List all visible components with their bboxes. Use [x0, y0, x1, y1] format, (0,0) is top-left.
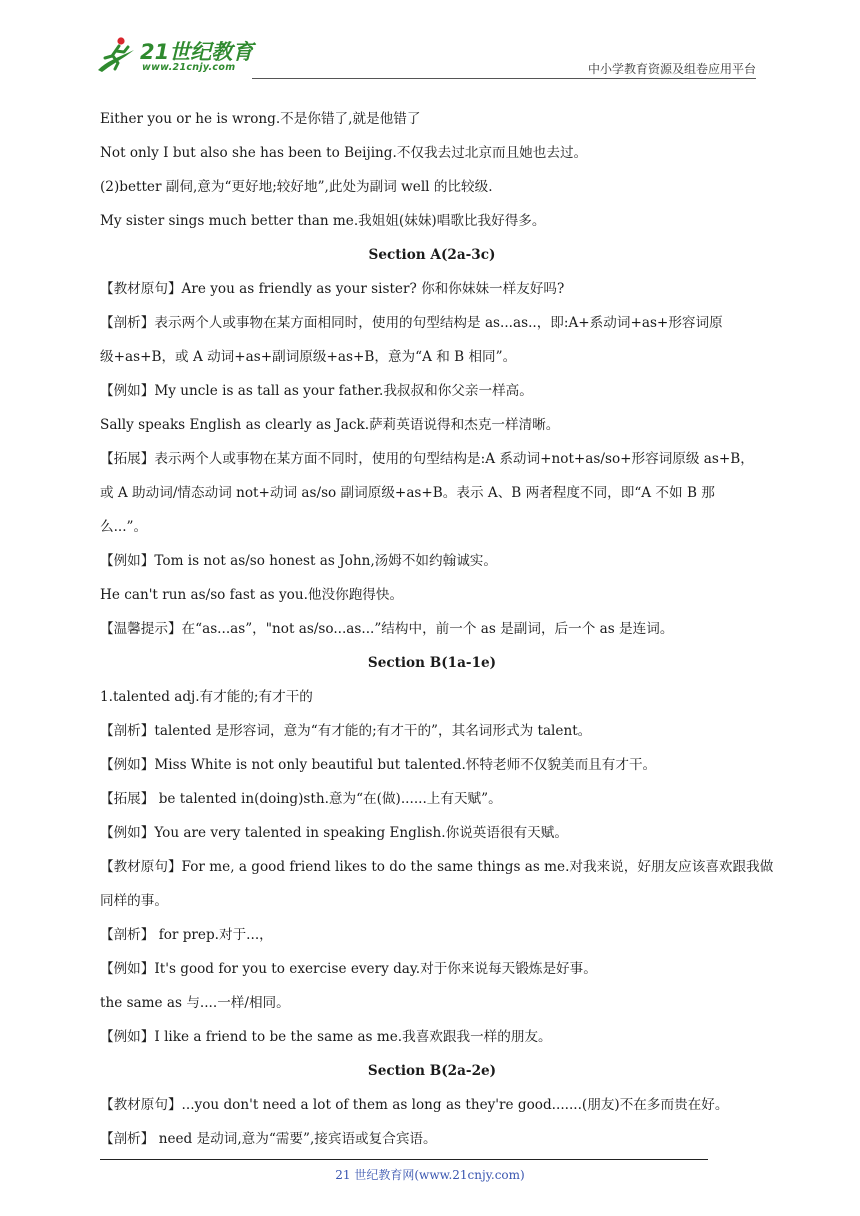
text-line: 【教材原句】For me, a good friend likes to do the same things as me.对我来说，好朋友应该喜欢跟我做 [100, 859, 774, 875]
text-line: 【教材原句】Are you as friendly as your sister? 你和你妹妹一样友好吗? [100, 281, 565, 297]
text-line: 级+as+B，或 A 动词+as+副词原级+as+B，意为“A 和 B 相同”。 [100, 349, 517, 365]
text-line: 【剖析】 need 是动词,意为“需要”,接宾语或复合宾语。 [100, 1131, 437, 1147]
logo-brand-text: 21世纪教育 [140, 40, 254, 64]
text-line: 【例如】You are very talented in speaking English.你说英语很有天赋。 [100, 825, 568, 841]
platform-name: 中小学教育资源及组卷应用平台 [587, 62, 756, 76]
document-body [100, 102, 774, 1156]
text-line: 【剖析】表示两个人或事物在某方面相同时，使用的句型结构是 as...as..，即:A+系动词+as+形容词原 [100, 315, 723, 331]
text-line: 么...”。 [100, 519, 148, 535]
text-line: 【教材原句】...you don't need a lot of them as long as they're good.......(朋友)不在多而贵在好。 [100, 1097, 729, 1113]
text-line: Either you or he is wrong.不是你错了,就是他错了 [100, 111, 421, 127]
text-line: 【例如】I like a friend to be the same as me.我喜欢跟我一样的朋友。 [100, 1029, 552, 1045]
text-line: 同样的事。 [100, 893, 168, 909]
text-line: the same as 与....一样/相同。 [100, 995, 290, 1011]
text-line: (2)better 副伺,意为“更好地;较好地”,此处为副词 well 的比较级. [100, 179, 493, 195]
section-heading: Section B(2a-2e) [367, 1063, 497, 1079]
text-line: 【剖析】talented 是形容词，意为“有才能的;有才干的”，其名词形式为 talent。 [100, 723, 592, 739]
footer-divider [100, 1159, 708, 1160]
text-line: 【拓展】 be talented in(doing)sth.意为“在(做)......上有天赋”。 [100, 791, 502, 807]
footer-source[interactable]: 21 世纪教育网(www.21cnjy.com) [335, 1168, 525, 1182]
runner-logo-icon [96, 36, 136, 74]
text-line: 【拓展】表示两个人或事物在某方面不同时，使用的句型结构是:A 系动词+not+as/so+形容词原级 as+B， [100, 451, 754, 467]
text-line: 【例如】Miss White is not only beautiful but talented.怀特老师不仅貌美而且有才干。 [100, 757, 657, 773]
section-heading: Section A(2a-3c) [368, 247, 496, 263]
text-line: 【例如】Tom is not as/so honest as John,汤姆不如约翰诚实。 [100, 553, 497, 569]
text-line: Sally speaks English as clearly as Jack.萨莉英语说得和杰克一样清晰。 [100, 417, 560, 433]
text-line: My sister sings much better than me.我姐姐(妹妹)唱歌比我好得多。 [100, 213, 546, 229]
text-line: 或 A 助动词/情态动词 not+动词 as/so 副词原级+as+B。表示 A、B 两者程度不同，即“A 不如 B 那 [100, 485, 715, 501]
text-line: He can't run as/so fast as you.他没你跑得快。 [100, 587, 404, 603]
logo-url-text: www.21cnjy.com [142, 62, 236, 73]
header-divider [252, 78, 756, 79]
text-line: 【剖析】 for prep.对于...， [100, 927, 273, 943]
text-line: 【例如】It's good for you to exercise every day.对于你来说每天锻炼是好事。 [100, 961, 597, 977]
site-logo[interactable] [92, 34, 262, 78]
text-line: 【温馨提示】在“as...as”，"not as/so...as...”结构中，前一个 as 是副词，后一个 as 是连词。 [100, 621, 674, 637]
page-header [92, 34, 756, 80]
text-line: 1.talented adj.有才能的;有才干的 [100, 689, 313, 705]
section-heading: Section B(1a-1e) [367, 655, 497, 671]
text-line: 【例如】My uncle is as tall as your father.我叔叔和你父亲一样高。 [100, 383, 533, 399]
text-line: Not only I but also she has been to Beijing.不仅我去过北京而且她也去过。 [100, 145, 588, 161]
